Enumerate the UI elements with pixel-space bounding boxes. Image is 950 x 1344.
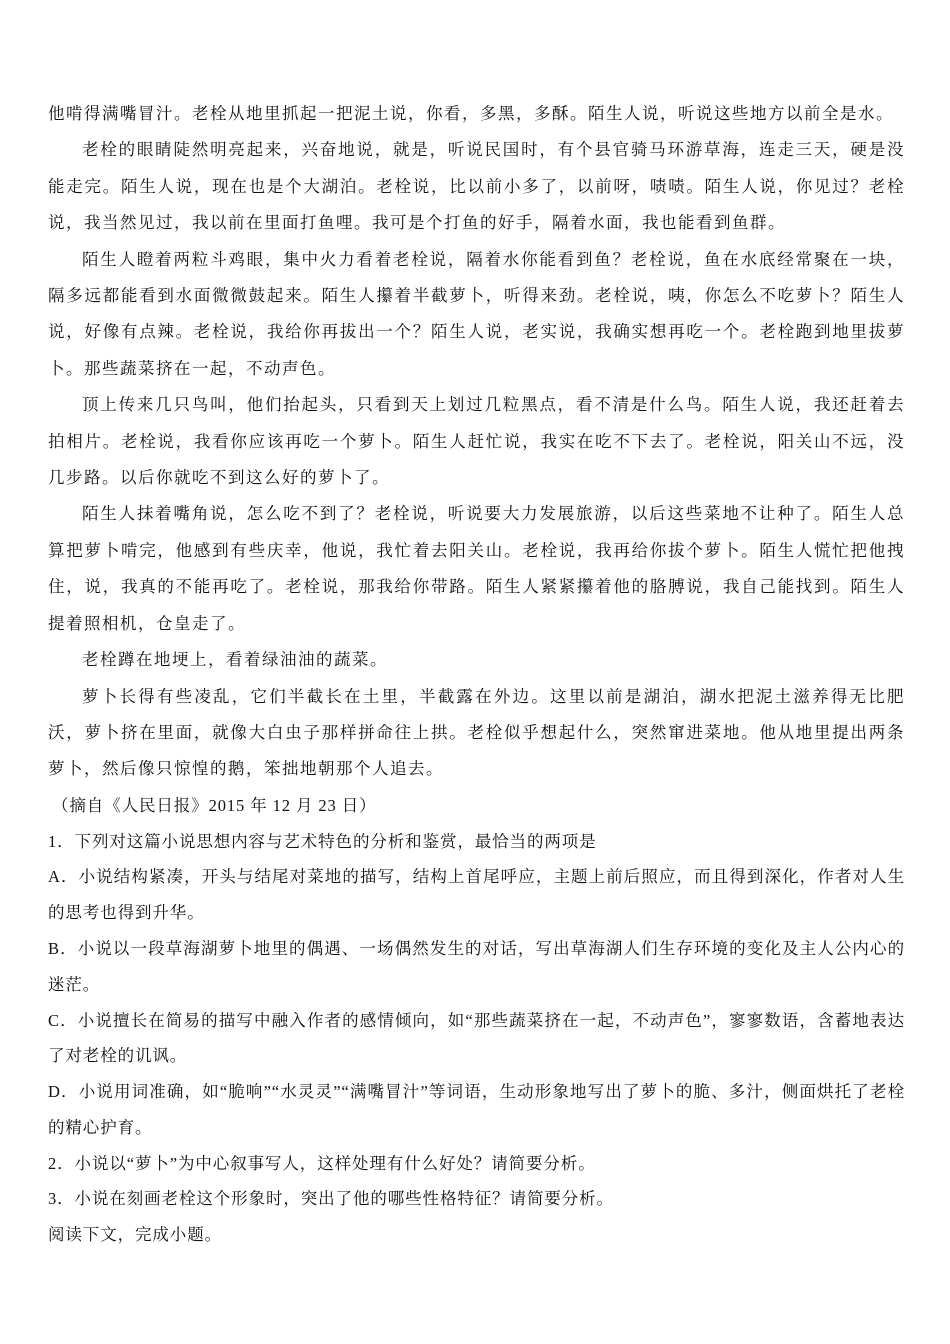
story-paragraph-7: 萝卜长得有些凌乱，它们半截长在土里，半截露在外边。这里以前是湖泊，湖水把泥土滋养得无比肥沃，萝卜挤在里面，就像大白虫子那样拼命往上拱。老栓似乎想起什么，突然窜进菜地。他从地里提出两条萝卜，然后像只惊惶的鹅，笨拙地朝那个人追去。: [48, 686, 905, 779]
questions-section: [48, 788, 905, 1253]
story-paragraph-1: 他啃得满嘴冒汁。老栓从地里抓起一把泥土说，你看，多黑，多酥。陌生人说，听说这些地方以前全是水。: [48, 104, 894, 123]
option-a: A．小说结构紧凑，开头与结尾对菜地的描写，结构上首尾呼应，主题上前后照应，而且得到深化，作者对人生的思考也得到升华。: [48, 867, 905, 923]
story-paragraph-4: 顶上传来几只鸟叫，他们抬起头，只看到天上划过几粒黑点，看不清是什么鸟。陌生人说，我还赶着去拍相片。老栓说，我看你应该再吃一个萝卜。陌生人赶忙说，我实在吃不下去了。老栓说，阳关山不远，没几步路。以后你就吃不到这么好的萝卜了。: [48, 395, 905, 488]
story-text: [48, 96, 905, 788]
question-3: 3．小说在刻画老栓这个形象时，突出了他的哪些性格特征？请简要分析。: [48, 1189, 614, 1209]
source-citation: （摘自《人民日报》2015 年 12 月 23 日）: [52, 795, 377, 815]
question-2: 2．小说以“萝卜”为中心叙事写人，这样处理有什么好处？请简要分析。: [48, 1153, 596, 1173]
story-paragraph-5: 陌生人抹着嘴角说，怎么吃不到了？老栓说，听说要大力发展旅游，以后这些菜地不让种了。陌生人总算把萝卜啃完，他感到有些庆幸，他说，我忙着去阳关山。老栓说，我再给你拔个萝卜。陌生人慌忙把他拽住，说，我真的不能再吃了。老栓说，那我给你带路。陌生人紧紧攥着他的胳膊说，我自己能找到。陌生人提着照相机，仓皇走了。: [48, 504, 905, 633]
story-paragraph-3: 陌生人瞪着两粒斗鸡眼，集中火力看着老栓说，隔着水你能看到鱼？老栓说，鱼在水底经常聚在一块，隔多远都能看到水面微微鼓起来。陌生人攥着半截萝卜，听得来劲。老栓说，咦，你怎么不吃萝卜？陌生人说，好像有点辣。老栓说，我给你再拔出一个？陌生人说，老实说，我确实想再吃一个。老栓跑到地里拔萝卜。那些蔬菜挤在一起，不动声色。: [48, 249, 905, 378]
story-paragraph-6: 老栓蹲在地埂上，看着绿油油的蔬菜。: [82, 650, 388, 670]
story-paragraph-2: 老栓的眼睛陡然明亮起来，兴奋地说，就是，听说民国时，有个县官骑马环游草海，连走三天，硬是没能走完。陌生人说，现在也是个大湖泊。老栓说，比以前小多了，以前呀，啧啧。陌生人说，你见过？老栓说，我当然见过，我以前在里面打鱼哩。我可是个打鱼的好手，隔着水面，我也能看到鱼群。: [48, 140, 905, 233]
option-c: C．小说擅长在简易的描写中融入作者的感情倾向，如“那些蔬菜挤在一起，不动声色”，寥寥数语，含蓄地表达了对老栓的讥讽。: [48, 1010, 905, 1066]
next-section-instruction: 阅读下文，完成小题。: [48, 1225, 222, 1245]
option-d: D．小说用词准确，如“脆响”“水灵灵”“满嘴冒汁”等词语，生动形象地写出了萝卜的脆、多汁，侧面烘托了老栓的精心护育。: [48, 1082, 905, 1137]
option-b: B．小说以一段草海湖萝卜地里的偶遇、一场偶然发生的对话，写出草海湖人们生存环境的变化及主人公内心的迷茫。: [48, 938, 905, 994]
question-1: 1．下列对这篇小说思想内容与艺术特色的分析和鉴赏，最恰当的两项是: [48, 831, 597, 851]
